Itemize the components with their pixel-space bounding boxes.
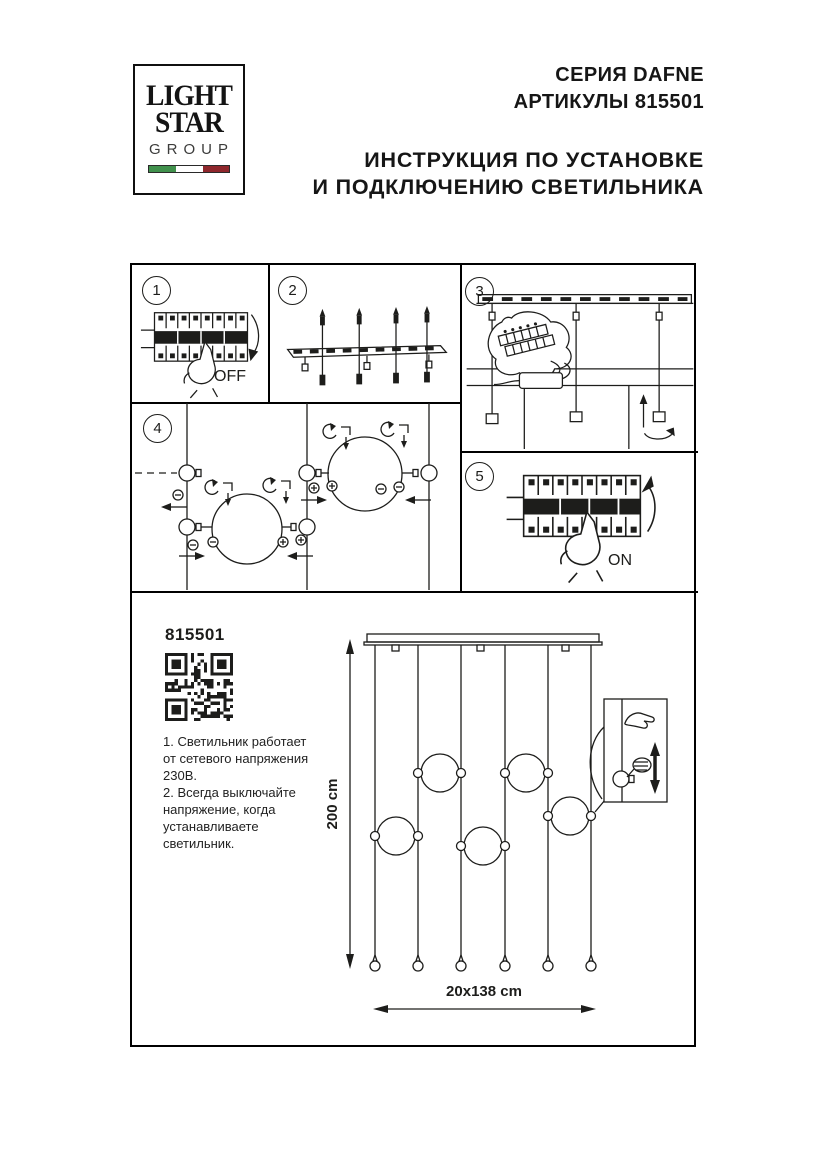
instruction-title-line2: И ПОДКЛЮЧЕНИЮ СВЕТИЛЬНИКА xyxy=(312,175,704,199)
articles-title: АРТИКУЛЫ 815501 xyxy=(513,91,704,113)
canopy-icon xyxy=(364,634,602,651)
turn-off-arrow-icon xyxy=(248,315,258,362)
height-dimension xyxy=(324,639,354,969)
step-5-diagram xyxy=(504,461,660,585)
fixture-diagram xyxy=(134,593,696,1047)
glass-globe-right xyxy=(299,421,437,511)
step-2-digit: 2 xyxy=(288,282,297,299)
glass-globe-left xyxy=(179,477,315,564)
suspension-cables xyxy=(375,645,591,959)
italian-flag-icon xyxy=(148,165,230,173)
cable-end-finials xyxy=(370,955,596,971)
mounting-rail-icon xyxy=(288,346,447,371)
breaker-icon xyxy=(141,313,248,361)
glass-globes xyxy=(371,754,596,865)
suspension-wires xyxy=(187,403,429,590)
instruction-title-line1: ИНСТРУКЦИЯ ПО УСТАНОВКЕ xyxy=(364,148,704,172)
breaker-icon xyxy=(507,476,641,537)
step-4-diagram xyxy=(133,403,459,590)
height-dimension-label: 200 cm xyxy=(324,778,341,830)
logo-word-star: STAR xyxy=(155,106,223,139)
off-label: OFF xyxy=(214,368,246,385)
divider-v1 xyxy=(268,265,270,402)
rotate-arrow-icon xyxy=(644,428,674,440)
adjustment-inset xyxy=(590,699,667,812)
article-number: 815501 xyxy=(165,625,225,644)
safety-note-1: 1. Светильник работает от сетевого напряжения 230В. xyxy=(163,734,309,783)
step-3-diagram xyxy=(464,279,696,449)
logo-word-light: LIGHT xyxy=(146,79,232,112)
steps-grid xyxy=(130,263,696,1047)
series-title: СЕРИЯ DAFNE xyxy=(555,64,704,86)
step-1-digit: 1 xyxy=(152,282,161,299)
globe-detached-sphere xyxy=(161,465,201,511)
divider-h2 xyxy=(460,451,698,453)
safety-note-2: 2. Всегда выключайте напряжение, когда устанавливаете светильник. xyxy=(163,785,296,851)
lightstar-logo xyxy=(133,64,245,195)
width-dimension xyxy=(373,983,596,1013)
on-label: ON xyxy=(608,552,632,569)
step-5-digit: 5 xyxy=(475,468,484,485)
step-3-digit: 3 xyxy=(475,283,484,300)
divider-v2 xyxy=(460,265,462,593)
cable-weights-icon xyxy=(486,406,665,424)
logo-word-group: GROUP xyxy=(148,141,234,158)
step-2-diagram xyxy=(276,301,456,400)
screws-icon xyxy=(320,306,430,385)
turn-on-arrow-icon xyxy=(642,476,655,532)
step-5-number xyxy=(465,462,494,491)
width-dimension-label: 20x138 cm xyxy=(446,983,522,1000)
step-4-digit: 4 xyxy=(153,420,162,437)
header xyxy=(313,62,704,201)
adjust-up-arrow-icon xyxy=(640,394,648,427)
terminal-detail-bubble xyxy=(488,312,571,379)
